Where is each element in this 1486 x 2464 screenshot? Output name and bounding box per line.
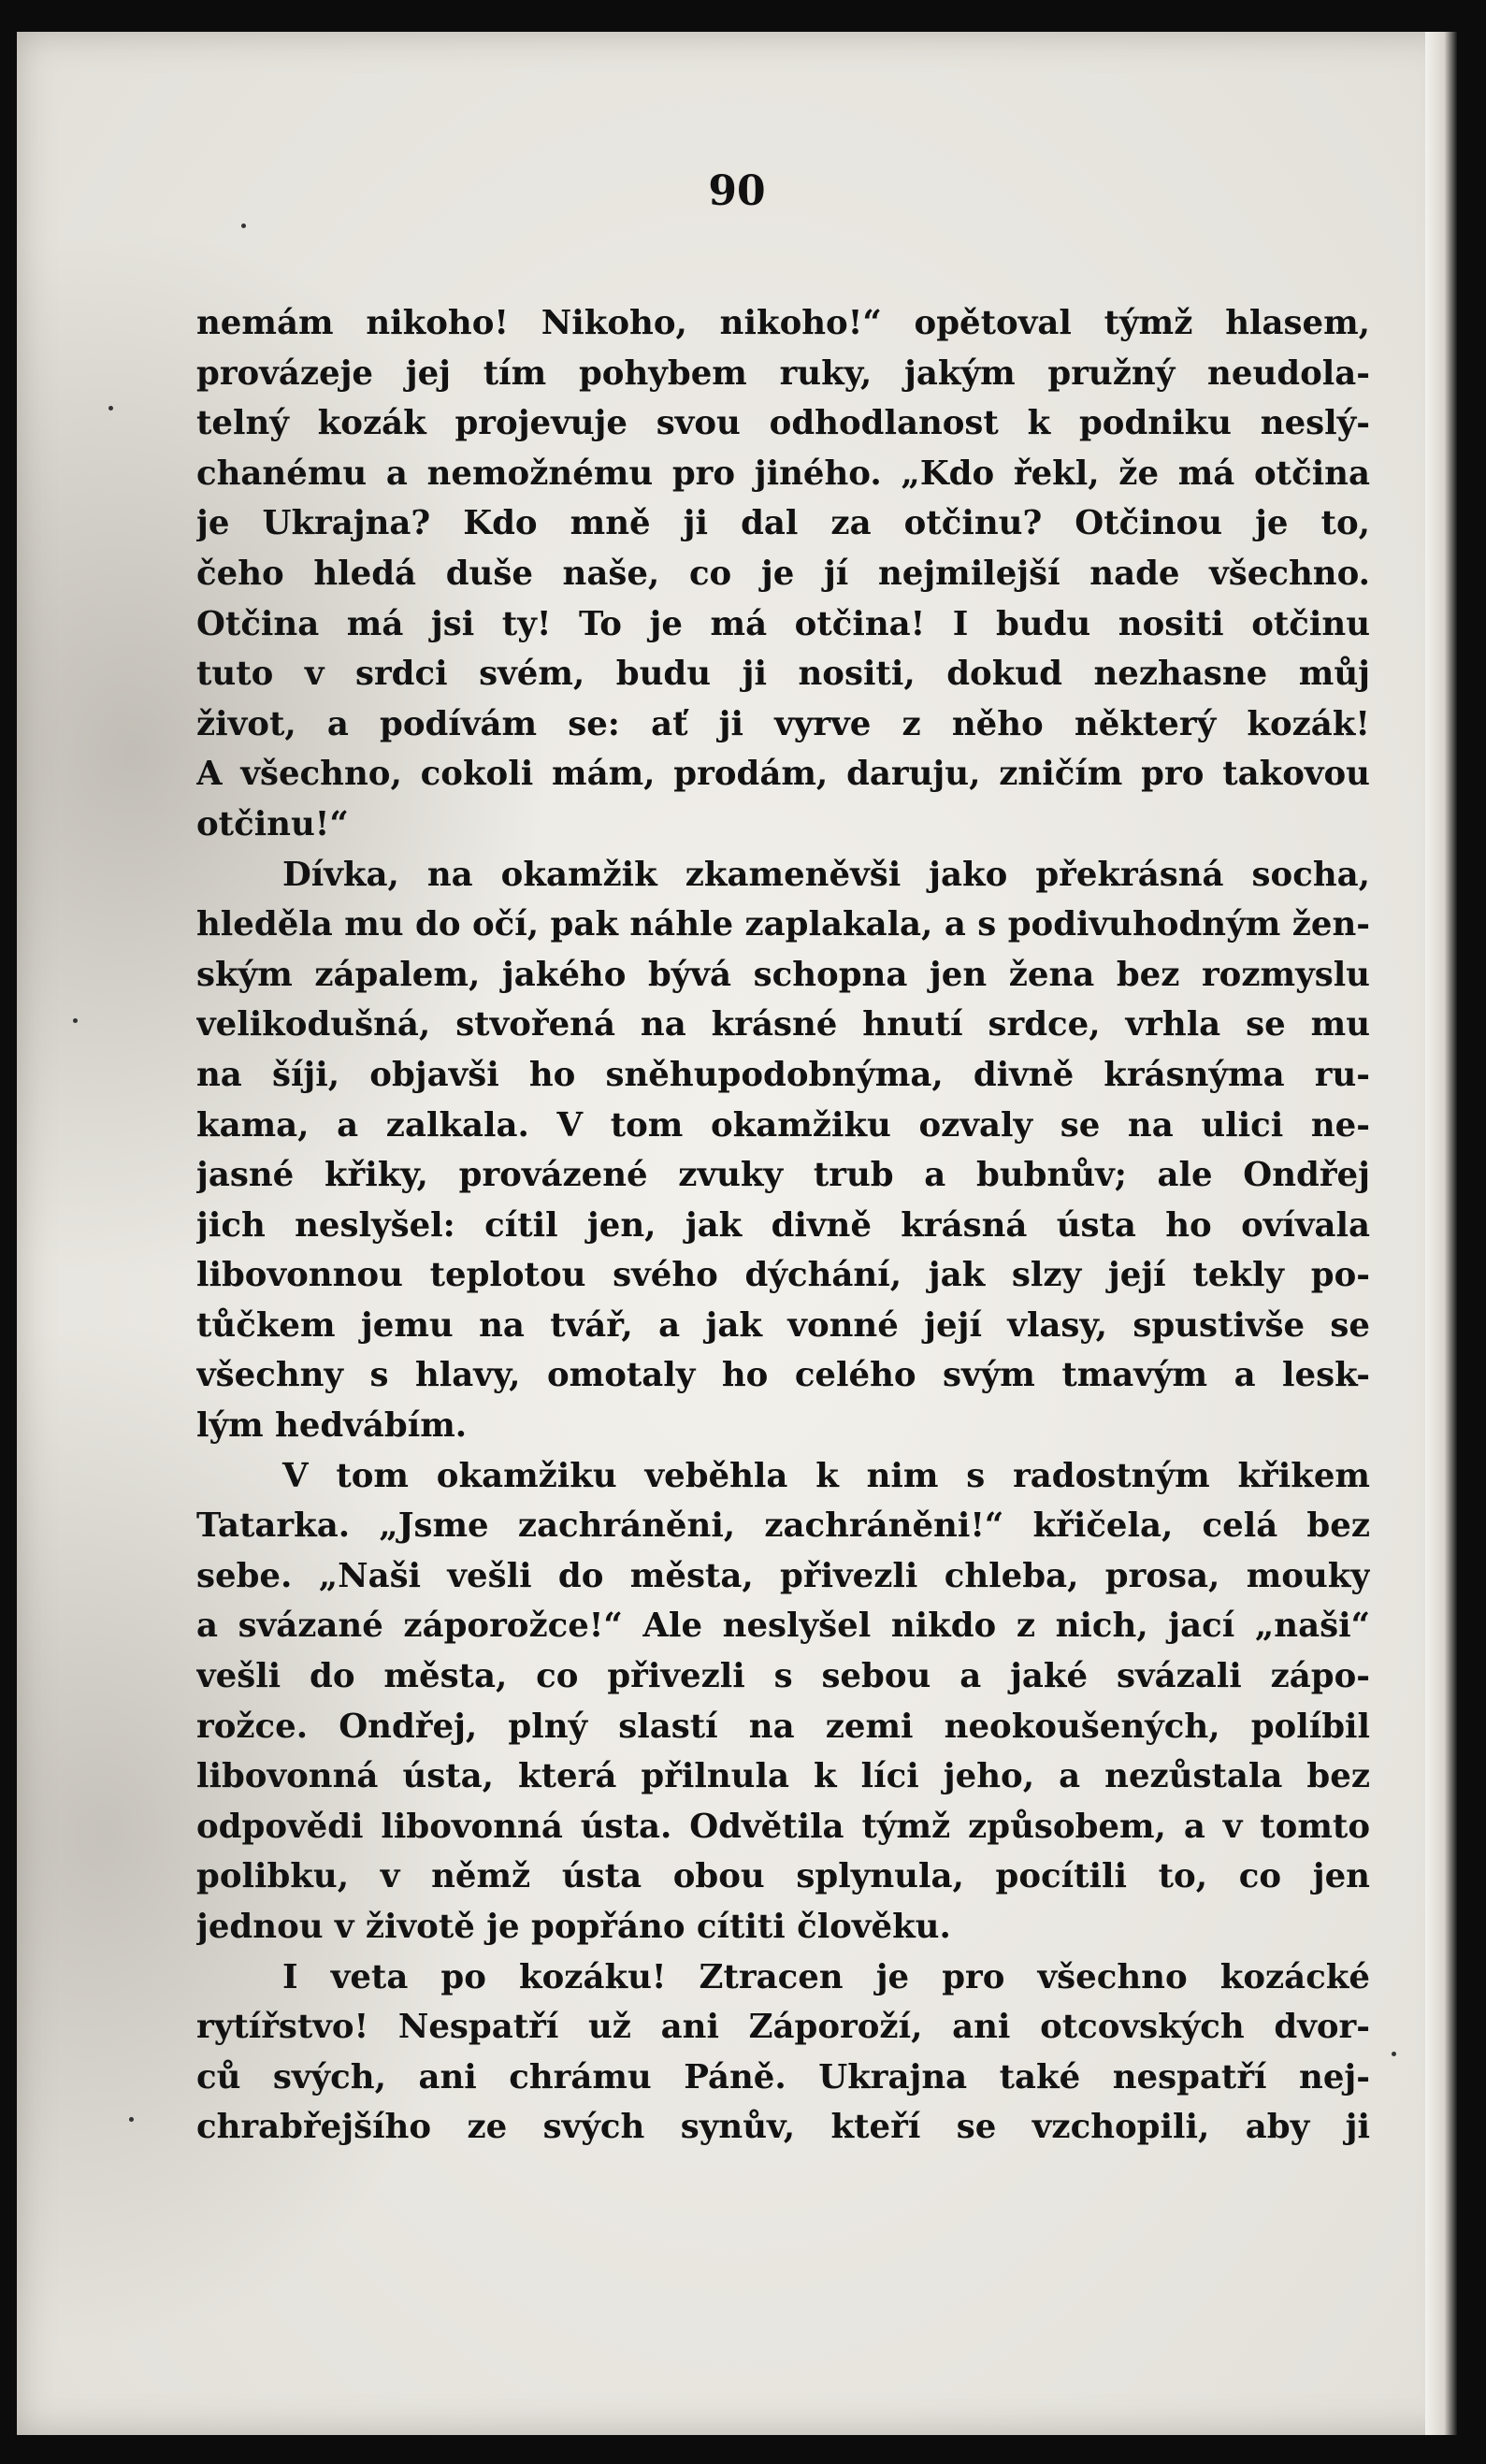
text-line: jednou v životě je popřáno cítiti člověku. (196, 1908, 951, 1946)
text-line: telný kozák projevuje svou odhodlanost k podniku neslý- (196, 404, 1370, 443)
text-line: A všechno, cokoli mám, prodám, daruju, zničím pro takovou (196, 755, 1370, 794)
text-line: rožce. Ondřej, plný slastí na zemi neokoušených, políbil (196, 1707, 1370, 1746)
speck (129, 2117, 134, 2122)
text-line: a svázané záporožce!“ Ale neslyšel nikdo z nich, jací „naši“ (196, 1607, 1370, 1646)
text-line: kama, a zalkala. V tom okamžiku ozvaly se na ulici ne- (196, 1105, 1370, 1145)
text-line: ců svých, ani chrámu Páně. Ukrajna také nespatří nej- (196, 2057, 1370, 2097)
text-line: rytířstvo! Nespatří už ani Záporoží, ani otcovských dvor- (196, 2008, 1370, 2047)
body-text (196, 298, 1370, 2153)
text-line: sebe. „Naši vešli do města, přivezli chleba, prosa, mouky (196, 1556, 1370, 1595)
text-line: na šíji, objavši ho sněhupodobnýma, divně krásnýma ru- (196, 1055, 1370, 1094)
text-line: Dívka, na okamžik zkameněvši jako překrásná socha, (282, 855, 1370, 894)
text-line: jasné křiky, provázené zvuky trub a bubnův; ale Ondřej (196, 1156, 1370, 1195)
text-line: ským zápalem, jakého bývá schopna jen žena bez rozmyslu (196, 955, 1370, 994)
text-line: všechny s hlavy, omotaly ho celého svým tmavým a lesk- (196, 1356, 1370, 1395)
text-line: čeho hledá duše naše, co je jí nejmilejší nade všechno. (196, 554, 1370, 593)
page-number: 90 (708, 167, 766, 215)
text-line: chanému a nemožnému pro jiného. „Kdo řekl, že má otčina (196, 454, 1370, 493)
text-line: I veta po kozáku! Ztracen je pro všechno kozácké (282, 1957, 1370, 1996)
text-line: lým hedvábím. (196, 1406, 468, 1446)
text-line: libovonnou teplotou svého dýchání, jak slzy její tekly po- (196, 1256, 1370, 1295)
book-page (17, 32, 1457, 2435)
text-line: hleděla mu do očí, pak náhle zaplakala, a s podivuhodným žen- (196, 905, 1370, 944)
text-line: Otčina má jsi ty! To je má otčina! I budu nositi otčinu (196, 604, 1370, 643)
text-line: chrabřejšího ze svých synův, kteří se vzchopili, aby ji (196, 2108, 1370, 2147)
text-line: polibku, v němž ústa obou splynula, pocítili to, co jen (196, 1857, 1370, 1896)
text-line: nemám nikoho! Nikoho, nikoho!“ opětoval týmž hlasem, (196, 304, 1370, 342)
text-line: odpovědi libovonná ústa. Odvětila týmž způsobem, a v tomto (196, 1807, 1370, 1846)
speck (241, 223, 246, 228)
text-line: velikodušná, stvořená na krásné hnutí srdce, vrhla se mu (196, 1005, 1370, 1045)
text-line: tuto v srdci svém, budu ji nositi, dokud nezhasne můj (196, 655, 1370, 694)
speck (73, 1018, 78, 1023)
page-edge-shadow (1425, 32, 1457, 2435)
speck (1392, 2052, 1396, 2056)
text-line: život, a podívám se: ať ji vyrve z něho některý kozák! (196, 704, 1370, 743)
text-line: libovonná ústa, která přilnula k líci jeho, a nezůstala bez (196, 1757, 1370, 1796)
text-line: provázeje jej tím pohybem ruky, jakým pružný neudola- (196, 353, 1370, 393)
text-line: tůčkem jemu na tvář, a jak vonné její vlasy, spustivše se (196, 1305, 1370, 1345)
text-line: V tom okamžiku veběhla k nim s radostným křikem (282, 1456, 1370, 1495)
text-line: Tatarka. „Jsme zachráněni, zachráněni!“ křičela, celá bez (196, 1506, 1370, 1546)
text-line: jich neslyšel: cítil jen, jak divně krásná ústa ho ovívala (196, 1205, 1370, 1245)
speck (108, 406, 113, 411)
text-line: vešli do města, co přivezli s sebou a jaké svázali zápo- (196, 1657, 1370, 1696)
text-line: je Ukrajna? Kdo mně ji dal za otčinu? Otčinou je to, (196, 504, 1370, 543)
text-line: otčinu!“ (196, 804, 349, 843)
